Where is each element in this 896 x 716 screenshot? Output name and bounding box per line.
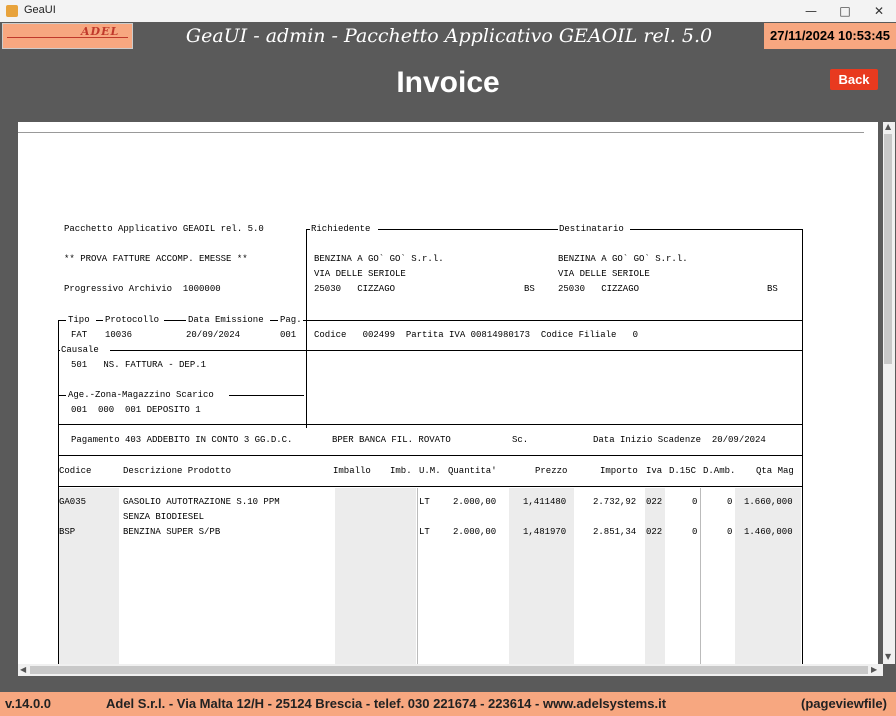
frame-left-line (306, 229, 307, 428)
row1-importo: 2.732,92 (593, 497, 637, 507)
data-emissione-label: Data Emissione (188, 315, 264, 325)
col-imb: Imb. (390, 466, 412, 476)
col-codice: Codice (59, 466, 92, 476)
row2-iva: 022 (646, 527, 663, 537)
pag-value: 001 (280, 330, 297, 340)
row1-codice: GA035 (59, 497, 87, 507)
row1-descrizione2: SENZA BIODIESEL (123, 512, 205, 522)
bank-name: BPER BANCA FIL. ROVATO (332, 435, 451, 445)
row2-d15c: 0 (692, 527, 698, 537)
vertical-scrollbar[interactable] (883, 122, 895, 664)
row2-importo: 2.851,34 (593, 527, 637, 537)
row2-damb: 0 (727, 527, 733, 537)
shade-iva (645, 488, 665, 664)
pag-label: Pag. (280, 315, 302, 325)
tipo-frame-top1 (58, 320, 66, 321)
shade-qta (735, 488, 801, 664)
window-title: GeaUI (24, 4, 56, 16)
shade-codice (58, 488, 119, 664)
vertical-scroll-thumb[interactable] (884, 134, 892, 364)
destinatario-prov: BS (767, 284, 778, 294)
richiedente-name: BENZINA A GO` GO` S.r.l. (314, 254, 444, 264)
frame-top-2 (378, 229, 558, 230)
col-um: U.M. (419, 466, 441, 476)
company-logo (2, 23, 133, 49)
table-header-top-line (58, 455, 803, 456)
col-importo: Importo (600, 466, 638, 476)
tipo-frame-top2 (96, 320, 103, 321)
table-left-line (58, 424, 59, 664)
window-titlebar (0, 0, 896, 23)
age-line-2 (229, 395, 304, 396)
richiedente-city: 25030 CIZZAGO (314, 284, 396, 294)
payment-top-line (58, 424, 803, 425)
col-qta-mag: Qta Mag (756, 466, 794, 476)
codice-top-line (306, 320, 803, 321)
company-info: Adel S.r.l. - Via Malta 12/H - 25124 Brescia - telef. 030 221674 - 223614 - www.adelsystems.it (106, 696, 667, 711)
scadenze-text: Data Inizio Scadenze 20/09/2024 (593, 435, 766, 445)
row1-iva: 022 (646, 497, 663, 507)
frame-right-line (802, 229, 803, 428)
table-right-line (802, 424, 803, 664)
richiedente-prov: BS (524, 284, 535, 294)
payment-terms: Pagamento 403 ADDEBITO IN CONTO 3 GG.D.C. (71, 435, 293, 445)
richiedente-address: VIA DELLE SERIOLE (314, 269, 406, 279)
clock: 27/11/2024 10:53:45 (764, 23, 896, 49)
scroll-right-icon[interactable]: ▶ (871, 665, 878, 674)
sc-label: Sc. (512, 435, 529, 445)
close-icon[interactable]: ✕ (873, 4, 885, 18)
age-line-1 (58, 395, 66, 396)
col-sep-um (417, 488, 418, 664)
page-title: Invoice (396, 66, 500, 99)
maximize-icon[interactable]: □ (839, 4, 851, 18)
tipo-frame-top3 (164, 320, 186, 321)
col-imballo: Imballo (333, 466, 371, 476)
mode-label: (pageviewfile) (801, 696, 887, 711)
row1-d15c: 0 (692, 497, 698, 507)
app-title: GeaUI - admin - Pacchetto Applicativo GEAOIL rel. 5.0 (185, 25, 713, 47)
archive-text: Progressivo Archivio 1000000 (64, 284, 221, 294)
frame-top-1 (306, 229, 310, 230)
row2-quantita: 2.000,00 (453, 527, 497, 537)
row1-descrizione: GASOLIO AUTOTRAZIONE S.10 PPM (123, 497, 280, 507)
invoice-document (18, 122, 878, 664)
codice-bottom-line (306, 350, 803, 351)
row2-qta-mag: 1.460,000 (744, 527, 793, 537)
col-iva: Iva (646, 466, 663, 476)
row1-qta-mag: 1.660,000 (744, 497, 793, 507)
tipo-frame-top5 (303, 320, 306, 321)
footer-bar (0, 692, 896, 716)
row1-um: LT (419, 497, 430, 507)
data-emissione-value: 20/09/2024 (186, 330, 241, 340)
tipo-frame-top4 (270, 320, 278, 321)
app-icon (6, 5, 18, 17)
scroll-down-icon[interactable]: ▼ (885, 652, 892, 661)
row2-codice: BSP (59, 527, 76, 537)
table-header-bottom-line (58, 486, 803, 487)
destinatario-label: Destinatario (559, 224, 624, 234)
causale-label: Causale (61, 345, 99, 355)
version-label: v.14.0.0 (5, 696, 52, 711)
row2-um: LT (419, 527, 430, 537)
causale-value: 501 NS. FATTURA - DEP.1 (71, 360, 207, 370)
page-top-rule (18, 132, 864, 133)
minimize-icon[interactable]: — (805, 4, 817, 18)
age-label: Age.-Zona-Magazzino Scarico (68, 390, 214, 400)
col-damb: D.Amb. (703, 466, 736, 476)
protocollo-label: Protocollo (105, 315, 160, 325)
col-prezzo: Prezzo (535, 466, 568, 476)
logo-text: ADEL (81, 25, 120, 38)
age-value: 001 000 001 DEPOSITO 1 (71, 405, 201, 415)
scroll-left-icon[interactable]: ◀ (20, 665, 27, 674)
test-note: ** PROVA FATTURE ACCOMP. EMESSE ** (64, 254, 248, 264)
destinatario-name: BENZINA A GO` GO` S.r.l. (558, 254, 688, 264)
col-quantita: Quantita' (448, 466, 497, 476)
frame-top-3 (630, 229, 802, 230)
scroll-up-icon[interactable]: ▲ (885, 122, 892, 131)
codice-line: Codice 002499 Partita IVA 00814980173 Codice Filiale 0 (314, 330, 639, 340)
row2-prezzo: 1,481970 (523, 527, 567, 537)
row1-prezzo: 1,411480 (523, 497, 567, 507)
tipo-frame-left (58, 320, 59, 424)
col-d15c: D.15C (669, 466, 697, 476)
destinatario-address: VIA DELLE SERIOLE (558, 269, 650, 279)
protocollo-value: 10036 (105, 330, 133, 340)
destinatario-city: 25030 CIZZAGO (558, 284, 640, 294)
horizontal-scroll-thumb[interactable] (30, 666, 868, 674)
causale-line-2 (110, 350, 306, 351)
tipo-label: Tipo (68, 315, 90, 325)
col-descrizione: Descrizione Prodotto (123, 466, 232, 476)
row2-descrizione: BENZINA SUPER S/PB (123, 527, 221, 537)
richiedente-label: Richiedente (311, 224, 371, 234)
shade-prezzo (509, 488, 574, 664)
row1-damb: 0 (727, 497, 733, 507)
back-button[interactable]: Back (830, 69, 878, 90)
app-header (0, 22, 896, 50)
tipo-value: FAT (71, 330, 88, 340)
row1-quantita: 2.000,00 (453, 497, 497, 507)
document-viewer[interactable] (18, 122, 892, 676)
horizontal-scrollbar[interactable] (18, 664, 883, 676)
causale-line-1 (58, 350, 60, 351)
shade-imballo (335, 488, 416, 664)
package-text: Pacchetto Applicativo GEAOIL rel. 5.0 (64, 224, 264, 234)
col-sep-damb (700, 488, 701, 664)
